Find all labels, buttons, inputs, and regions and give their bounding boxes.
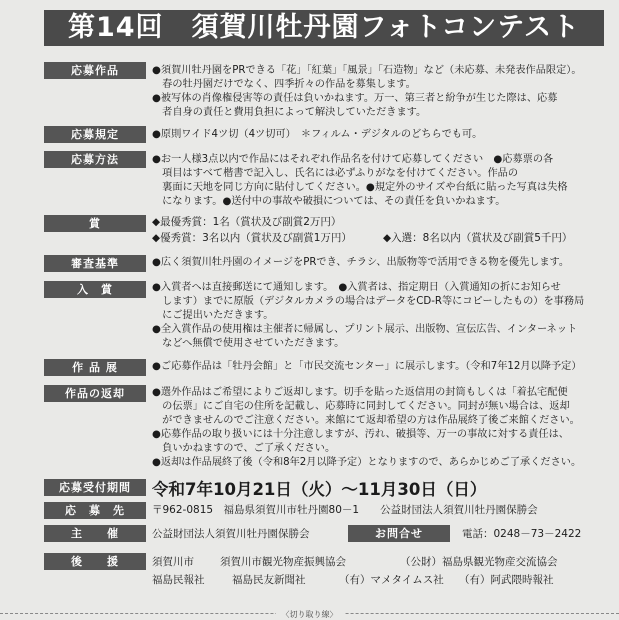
prize-grand: ◆最優秀賞：1名（賞状及び副賞2万円）: [152, 216, 342, 228]
label-organizer: 主 催: [44, 525, 146, 542]
award-text: ●入賞者へは直接郵送にて通知します。 ●入賞者は、指定期日（入賞通知の折にお知らせ します）までに原版（デジタルカメラの場合はデータをCD-R等にコピーしたもの）を事務局 にご提出いただきます。 ●全入賞作品の使用権は主催者に帰属し、プリント展示、出版物、宣伝広告、インターネット などへ無償で使用させていただきます。: [152, 282, 585, 349]
address-text: 〒962-0815 福島県須賀川市牡丹園80－1 公益財団法人須賀川牡丹園保勝会: [152, 504, 538, 516]
label-inquiry: お問合せ: [348, 525, 450, 542]
sponsor-4: 福島民報社: [152, 574, 205, 586]
label-entry-works: 応募作品: [44, 62, 146, 79]
label-method: 応募方法: [44, 151, 146, 168]
contest-title: 第14回 須賀川牡丹園フォトコンテスト: [44, 10, 604, 46]
label-period: 応募受付期間: [44, 479, 146, 496]
sponsor-5: 福島民友新聞社: [232, 574, 306, 586]
sponsor-1: 須賀川市: [152, 556, 194, 568]
criteria-text: ●広く須賀川牡丹園のイメージをPRでき、チラシ、出版物等で活用できる物を優先します。: [152, 257, 570, 268]
prize-excellent: ◆優秀賞：3名以内（賞状及び副賞1万円）: [152, 232, 352, 244]
label-exhibition: 作 品 展: [44, 359, 146, 376]
label-rules: 応募規定: [44, 126, 146, 143]
entry-works-text: ●須賀川牡丹園をPRできる「花」「紅葉」「風景」「石造物」など（未応募、未発表作品限定）。 春の牡丹園だけでなく、四季折々の作品を募集します。 ●被写体の肖像権侵害等の責任は負いかねます。万一、第三者と紛争が生じた際は、応募 者自身の責任と費用負担によって解決していただきます。: [152, 65, 582, 118]
exhibition-text: ●ご応募作品は「牡丹会館」と「市民交流センター」に展示します。（令和7年12月以降予定）: [152, 361, 582, 372]
phone-text: 電話：0248－73－2422: [462, 528, 582, 540]
method-text: ●お一人様3点以内で作品にはそれぞれ作品名を付けて応募してください ●応募票の各 項目はすべて楷書で記入し、氏名には必ずふりがなを付けてください。作品の 裏面に天地を同じ方向に貼付してください。●規定外のサイズや台紙に貼った写真は失格 になります。●送付中の事故や破損については、その責任を負いかねます。: [152, 154, 568, 207]
label-prizes: 賞: [44, 215, 146, 232]
label-address: 応 募 先: [44, 502, 146, 519]
label-sponsors: 後 援: [44, 553, 146, 570]
sponsor-3: （公財）福島県観光物産交流協会: [400, 556, 558, 568]
organizer-text: 公益財団法人須賀川牡丹園保勝会: [152, 528, 310, 540]
label-criteria: 審査基準: [44, 255, 146, 272]
return-text: ●選外作品はご希望によりご返却します。切手を貼った返信用の封筒もしくは「着払宅配便 の伝票」にご自宅の住所を記載し、応募時に同封してください。同封が無い場合は、返却 ができませんのでご注意ください。来館にて返却希望の方は作品展終了後ご来館ください。 ●応募作品の取り扱いには十分注意しますが、汚れ、破損等、万一の事故に対する責任は、 負いかねますので、ご了承ください。 ●返却は作品展終了後（令和8年2月以降予定）となりますので、あらかじめご了承ください。: [152, 387, 582, 468]
rules-text: ●原則ワイド4ツ切（4ツ切可） ＊フィルム・デジタルのどちらでも可。: [152, 129, 483, 140]
sponsor-2: 須賀川市観光物産振興協会: [220, 556, 346, 568]
period-text: 令和7年10月21日（火）～11月30日（日）: [152, 480, 487, 499]
sponsor-7: （有）阿武隈時報社: [459, 574, 554, 586]
cut-label: 〈切り取り線〉: [0, 609, 619, 620]
sponsor-6: （有）マメタイムス社: [339, 574, 444, 586]
prize-selected: ◆入選：8名以内（賞状及び副賞5千円）: [383, 232, 573, 244]
label-return: 作品の返却: [44, 385, 146, 402]
label-award: 入 賞: [44, 281, 146, 298]
